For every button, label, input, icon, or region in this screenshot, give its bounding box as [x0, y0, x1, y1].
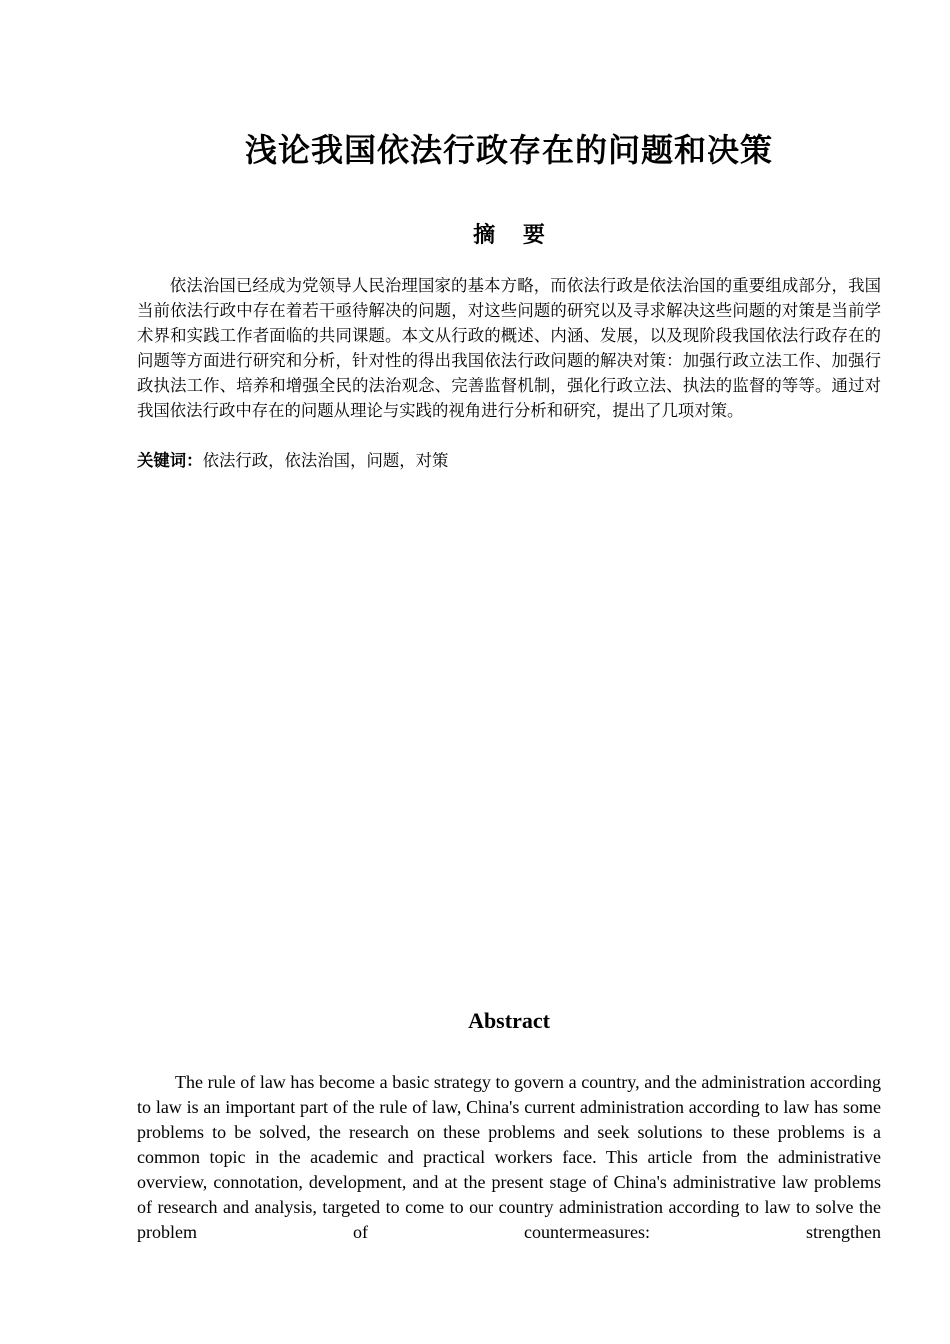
chinese-keywords: [137, 448, 881, 473]
document-title: 浅论我国依法行政存在的问题和决策: [244, 131, 773, 169]
keywords-label: 关键词：: [137, 451, 203, 470]
english-abstract-heading: Abstract: [468, 1008, 550, 1033]
keywords-list: 依法行政，依法治国，问题，对策: [202, 451, 449, 470]
chinese-abstract-body: 依法治国已经成为党领导人民治理国家的基本方略，而依法行政是依法治国的重要组成部分，我国当前依法行政中存在着若干亟待解决的问题，对这些问题的研究以及寻求解决这些问题的对策是当前学术界和实践工作者面临的共同课题。本文从行政的概述、内涵、发展，以及现阶段我国依法行政存在的问题等方面进行研究和分析，针对性的得出我国依法行政问题的解决对策：加强行政立法工作、加强行政执法工作、培养和增强全民的法治观念、完善监督机制，强化行政立法、执法的监督的等等。通过对我国依法行政中存在的问题从理论与实践的视角进行分析和研究，提出了几项对策。: [137, 276, 881, 420]
chinese-abstract-heading: 摘 要: [473, 223, 555, 248]
english-abstract-body: The rule of law has become a basic strategy to govern a country, and the administration according to law is an important part of the rule of law, China's current administration according to law has some problems to be solved, the research on these problems and seek solutions to these problems is a common topic in the academic and practical workers face. This article from the administrative overview, connotation, development, and at the present stage of China's administrative law problems of research and analysis, targeted to come to our country administration according to law to solve the problem of countermeasures: strengthen: [137, 1072, 881, 1242]
